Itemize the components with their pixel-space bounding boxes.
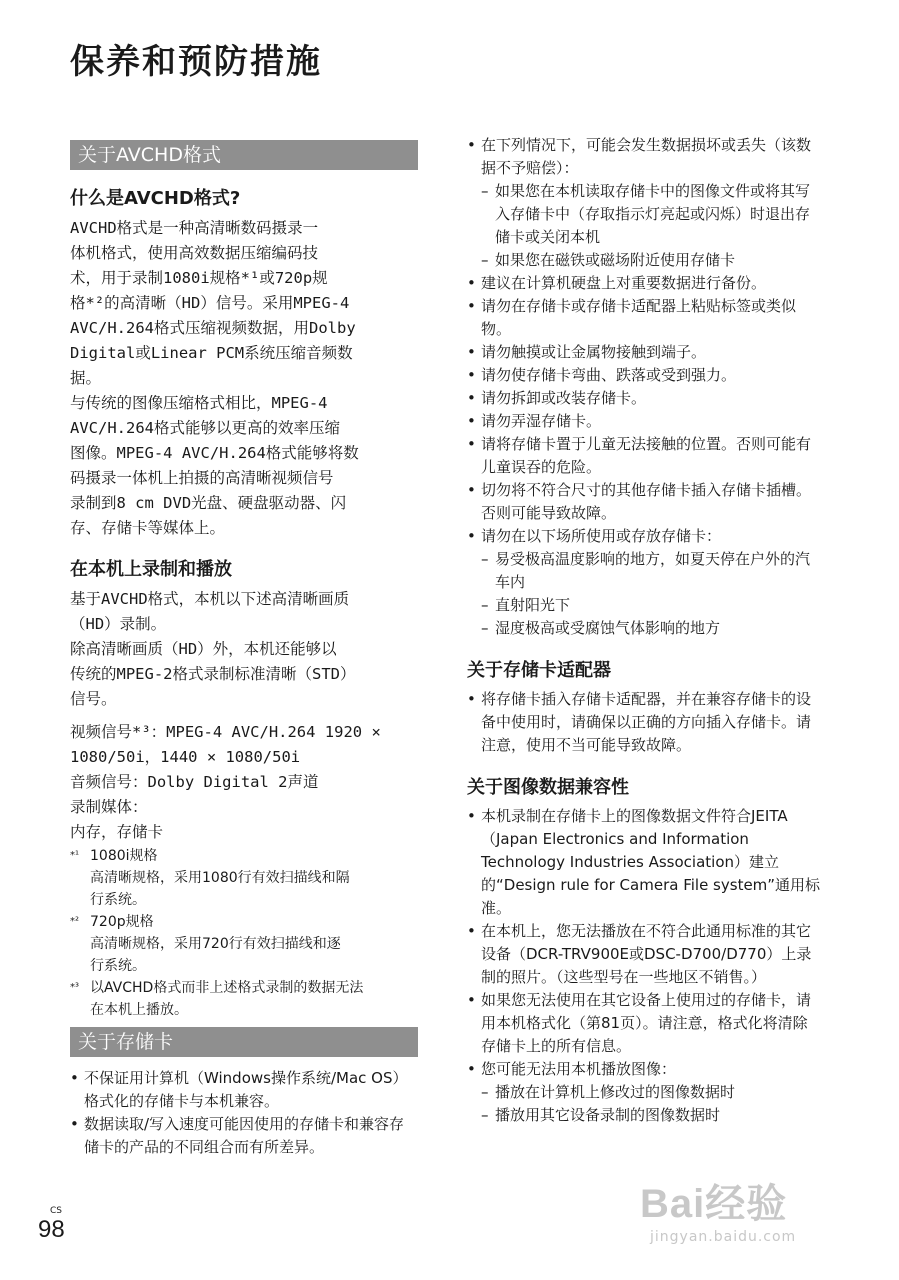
list-item: • 切勿将不符合尺寸的其他存储卡插入存储卡插槽。否则可能导致故障。 bbox=[467, 479, 822, 525]
damage-sub-list bbox=[467, 180, 822, 272]
text-line: AVC/H.264格式能够以更高的效率压缩 bbox=[70, 419, 340, 437]
list-item: • 在下列情况下，可能会发生数据损坏或丢失（该数据不予赔偿）： bbox=[467, 134, 822, 180]
list-item: • 您可能无法用本机播放图像： bbox=[467, 1058, 822, 1081]
footnote-line: 720p规格 bbox=[90, 914, 154, 930]
compat-bullets bbox=[467, 805, 822, 1081]
footnote-line: 在本机上播放。 bbox=[90, 1002, 188, 1018]
watermark-url: jingyan.baidu.com bbox=[650, 1229, 797, 1245]
text-line: 录制到8 cm DVD光盘、硬盘驱动器、闪 bbox=[70, 494, 347, 512]
para-compression bbox=[70, 391, 418, 541]
footnote-line: 高清晰规格，采用720行有效扫描线和逐 bbox=[90, 936, 341, 952]
damage-bullets bbox=[467, 134, 822, 180]
list-item: • 建议在计算机硬盘上对重要数据进行备份。 bbox=[467, 272, 822, 295]
text-line: 码摄录一体机上拍摄的高清晰视频信号 bbox=[70, 469, 334, 487]
page-number-value: 98 bbox=[38, 1216, 65, 1243]
list-item: • 本机录制在存储卡上的图像数据文件符合JEITA（Japan Electronics and Information Technology Industries Association）建立的“Design rule for Camera File system”通用标准。 bbox=[467, 805, 822, 920]
page-title: 保养和预防措施 bbox=[70, 42, 322, 82]
heading-record-playback: 在本机上录制和播放 bbox=[70, 559, 232, 580]
list-item: • 请勿在以下场所使用或存放存储卡： bbox=[467, 525, 822, 548]
spec-line: 录制媒体： bbox=[70, 798, 148, 816]
playback-sub-list bbox=[467, 1081, 822, 1127]
sub-item: – 易受极高温度影响的地方，如夏天停在户外的汽车内 bbox=[467, 548, 822, 594]
right-column bbox=[467, 134, 822, 1127]
list-item: • 不保证用计算机（Windows操作系统/Mac OS）格式化的存储卡与本机兼容。 bbox=[70, 1067, 418, 1113]
list-item: • 请将存储卡置于儿童无法接触的位置。否则可能有儿童误吞的危险。 bbox=[467, 433, 822, 479]
adapter-bullets bbox=[467, 688, 822, 757]
text-line: 格*²的高清晰（HD）信号。采用MPEG-4 bbox=[70, 294, 350, 312]
spec-line: 内存，存储卡 bbox=[70, 823, 164, 841]
spec-line: 1080/50i，1440 × 1080/50i bbox=[70, 748, 301, 766]
spec-line: 视频信号*³：MPEG-4 AVC/H.264 1920 × bbox=[70, 723, 381, 741]
left-column bbox=[70, 140, 418, 1159]
sub-item: – 如果您在磁铁或磁场附近使用存储卡 bbox=[467, 249, 822, 272]
page-number bbox=[38, 1206, 65, 1244]
footnote bbox=[70, 845, 418, 911]
spec-list bbox=[70, 720, 418, 845]
text-line: 除高清晰画质（HD）外，本机还能够以 bbox=[70, 640, 337, 658]
list-item: • 数据读取/写入速度可能因使用的存储卡和兼容存储卡的产品的不同组合而有所差异。 bbox=[70, 1113, 418, 1159]
caution-bullets bbox=[467, 272, 822, 548]
text-line: 体机格式，使用高效数据压缩编码技 bbox=[70, 244, 319, 262]
footnote-line: 行系统。 bbox=[90, 958, 146, 974]
footnotes bbox=[70, 845, 418, 1021]
footnote-mark: *² bbox=[70, 916, 80, 927]
places-sub-list bbox=[467, 548, 822, 640]
heading-what-is-avchd: 什么是AVCHD格式? bbox=[70, 188, 241, 209]
list-item: • 请勿在存储卡或存储卡适配器上粘贴标签或类似物。 bbox=[467, 295, 822, 341]
list-item: • 在本机上，您无法播放在不符合此通用标准的其它设备（DCR-TRV900E或DSC-D700/D770）上录制的照片。（这些型号在一些地区不销售。） bbox=[467, 920, 822, 989]
footnote bbox=[70, 977, 418, 1021]
sub-item: – 直射阳光下 bbox=[467, 594, 822, 617]
sub-item: – 湿度极高或受腐蚀气体影响的地方 bbox=[467, 617, 822, 640]
para-avchd-intro bbox=[70, 216, 418, 391]
list-item: • 将存储卡插入存储卡适配器，并在兼容存储卡的设备中使用时，请确保以正确的方向插入存储卡。请注意，使用不当可能导致故障。 bbox=[467, 688, 822, 757]
text-line: （HD）录制。 bbox=[70, 615, 167, 633]
text-line: 与传统的图像压缩格式相比，MPEG-4 bbox=[70, 394, 328, 412]
section-header-avchd: 关于AVCHD格式 bbox=[70, 140, 418, 170]
sub-item: – 播放在计算机上修改过的图像数据时 bbox=[467, 1081, 822, 1104]
heading-card-adapter: 关于存储卡适配器 bbox=[467, 660, 611, 681]
text-line: 据。 bbox=[70, 369, 102, 387]
para-hd bbox=[70, 587, 418, 637]
list-item: • 请勿使存储卡弯曲、跌落或受到强力。 bbox=[467, 364, 822, 387]
footnote bbox=[70, 911, 418, 977]
heading-image-compatibility: 关于图像数据兼容性 bbox=[467, 777, 629, 798]
footnote-line: 1080i规格 bbox=[90, 848, 158, 864]
text-line: 基于AVCHD格式，本机以下述高清晰画质 bbox=[70, 590, 350, 608]
language-code: CS bbox=[50, 1206, 62, 1216]
section-header-memory-card: 关于存储卡 bbox=[70, 1027, 418, 1057]
list-item: • 请勿触摸或让金属物接触到端子。 bbox=[467, 341, 822, 364]
text-line: 信号。 bbox=[70, 690, 117, 708]
text-line: 术，用于录制1080i规格*¹或720p规 bbox=[70, 269, 328, 287]
list-item: • 请勿弄湿存储卡。 bbox=[467, 410, 822, 433]
footnote-line: 行系统。 bbox=[90, 892, 146, 908]
text-line: AVCHD格式是一种高清晰数码摄录一 bbox=[70, 219, 319, 237]
spec-line: 音频信号：Dolby Digital 2声道 bbox=[70, 773, 319, 791]
footnote-mark: *¹ bbox=[70, 850, 80, 861]
para-std bbox=[70, 637, 418, 712]
memory-card-bullets bbox=[70, 1067, 418, 1159]
sub-item: – 如果您在本机读取存储卡中的图像文件或将其写入存储卡中（存取指示灯亮起或闪烁）时退出存储卡或关闭本机 bbox=[467, 180, 822, 249]
footnote-mark: *³ bbox=[70, 982, 80, 993]
list-item: • 如果您无法使用在其它设备上使用过的存储卡，请用本机格式化（第81页）。请注意，格式化将清除存储卡上的所有信息。 bbox=[467, 989, 822, 1058]
watermark-brand: Bai经验 bbox=[640, 1182, 788, 1226]
text-line: AVC/H.264格式压缩视频数据，用Dolby bbox=[70, 319, 356, 337]
text-line: 传统的MPEG-2格式录制标准清晰（STD） bbox=[70, 665, 356, 683]
sub-item: – 播放用其它设备录制的图像数据时 bbox=[467, 1104, 822, 1127]
footnote-line: 以AVCHD格式而非上述格式录制的数据无法 bbox=[90, 980, 364, 996]
text-line: 存、存储卡等媒体上。 bbox=[70, 519, 226, 537]
watermark bbox=[640, 1172, 796, 1245]
footnote-line: 高清晰规格，采用1080行有效扫描线和隔 bbox=[90, 870, 350, 886]
list-item: • 请勿拆卸或改装存储卡。 bbox=[467, 387, 822, 410]
text-line: Digital或Linear PCM系统压缩音频数 bbox=[70, 344, 353, 362]
text-line: 图像。MPEG-4 AVC/H.264格式能够将数 bbox=[70, 444, 359, 462]
